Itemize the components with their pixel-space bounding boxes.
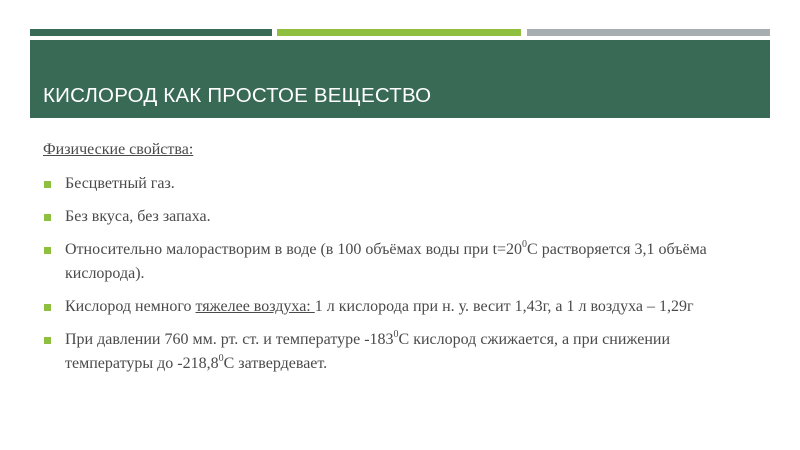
section-subheading: Физические свойства: bbox=[43, 141, 194, 158]
square-bullet-icon bbox=[44, 304, 51, 311]
square-bullet-icon bbox=[44, 181, 51, 188]
bullet-text-part: 1 л кислорода при н. у. весит 1,43г, а 1 л воздуха – 1,29г bbox=[314, 298, 694, 315]
bullet-text-part: Относительно малорастворим в воде (в 100 объёмах воды при t=20 bbox=[65, 241, 523, 258]
list-item bbox=[43, 205, 758, 229]
bullet-list bbox=[43, 172, 758, 376]
title-banner bbox=[30, 40, 770, 118]
bullet-text-part: При давлении 760 мм. рт. ст. и температуре -183 bbox=[65, 331, 394, 348]
superscript-degree: 0 bbox=[393, 328, 399, 340]
accent-stripe-gray bbox=[527, 29, 770, 36]
slide-title: КИСЛОРОД КАК ПРОСТОЕ ВЕЩЕСТВО bbox=[43, 84, 432, 107]
bullet-text: Без вкуса, без запаха. bbox=[65, 208, 211, 225]
square-bullet-icon bbox=[44, 247, 51, 254]
bullet-text-part: С затвердевает. bbox=[223, 355, 328, 372]
slide-body bbox=[43, 138, 758, 385]
square-bullet-icon bbox=[44, 337, 51, 344]
bullet-text: Бесцветный газ. bbox=[65, 175, 175, 192]
accent-stripe-green-dark bbox=[30, 29, 272, 36]
accent-stripe-green-light bbox=[277, 29, 521, 36]
list-item bbox=[43, 295, 758, 319]
list-item bbox=[43, 238, 758, 286]
bullet-text-part: С растворяется 3,1 объёма кислорода). bbox=[65, 241, 707, 282]
list-item bbox=[43, 328, 758, 376]
superscript-degree: 0 bbox=[522, 238, 528, 250]
list-item bbox=[43, 172, 758, 196]
square-bullet-icon bbox=[44, 214, 51, 221]
underlined-phrase: тяжелее воздуха: bbox=[195, 298, 315, 315]
bullet-text-part: Кислород немного bbox=[65, 298, 196, 315]
superscript-degree: 0 bbox=[218, 352, 224, 364]
bullet-text-part: С кислород сжижается, а при снижении температуры до -218,8 bbox=[65, 331, 671, 372]
